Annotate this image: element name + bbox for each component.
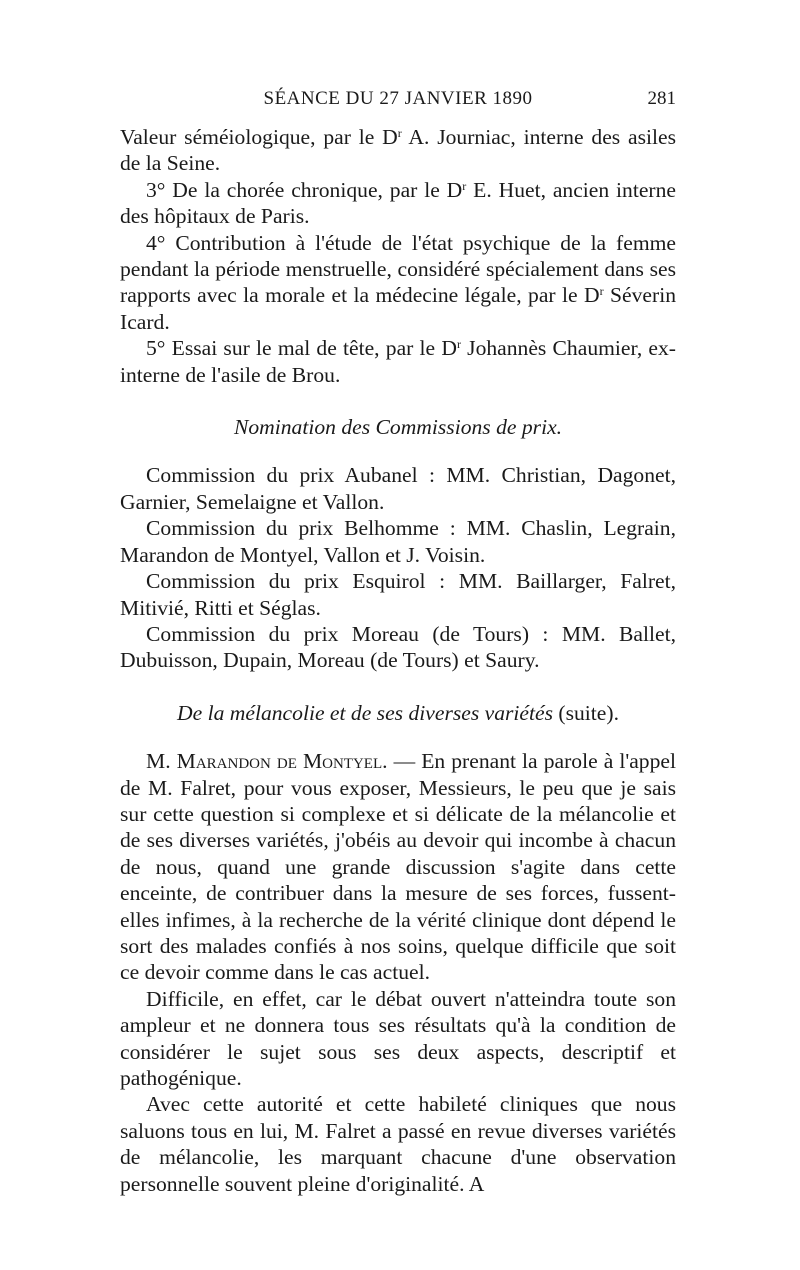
paragraph-text: 3° De la chorée chronique, par le D [146, 177, 463, 202]
superscript: r [599, 284, 604, 299]
paragraph-text: Johannès Chaumier, ex-interne de l'asile de Brou. [120, 336, 676, 387]
section-heading: Nomination des Commissions de prix. [233, 415, 563, 440]
superscript: r [462, 178, 467, 193]
paragraph-text: 4° Contribution à l'étude de l'état psychique de la femme pendant la période menstruelle, considéré spécialement dans ses rapports avec la morale et la médecine légale, par le D [120, 230, 676, 308]
body-text [120, 124, 676, 1197]
discussion-paragraph [120, 748, 676, 986]
paragraph [120, 335, 676, 388]
paragraph-text: — En prenant la parole à l'appel de M. Falret, pour vous exposer, Messieurs, le peu que je sais sur cette question si complexe et si délicate de la mélancolie et de ses diverses variétés, j'obéis au devoir qui incombe à chacun de nous, quand une grande discussion s'agite dans cette enceinte, de contribuer dans la mesure de ses forces, fussent-elles infimes, à la recherche de la vérité clinique dont dépend le sort des malades confiés à nos soins, quelque difficile que soit ce devoir comme dans le cas actuel. [120, 749, 676, 985]
paragraph [120, 230, 676, 336]
commission-paragraph: Commission du prix Moreau (de Tours) : MM. Ballet, Dubuisson, Dupain, Moreau (de Tours) et Saury. [120, 621, 676, 673]
superscript: r [397, 126, 402, 140]
superscript: r [456, 337, 461, 352]
paragraph-text: E. Huet, ancien interne des hôpitaux de Paris. [120, 177, 676, 229]
commission-paragraph: Commission du prix Belhomme : MM. Chaslin, Legrain, Marandon de Montyel, Vallon et J. Voisin. [120, 516, 676, 567]
paragraph-text: Séverin Icard. [120, 283, 676, 334]
section-heading-italic: De la mélancolie et de ses diverses variétés [177, 700, 553, 725]
commission-paragraph: Commission du prix Aubanel : MM. Christian, Dagonet, Garnier, Semelaigne et Vallon. [120, 463, 676, 514]
commission-paragraph: Commission du prix Esquirol : MM. Baillarger, Falret, Mitivié, Ritti et Séglas. [120, 569, 676, 620]
section-heading [120, 700, 676, 726]
page-number: 281 [647, 88, 676, 109]
section-heading-suffix: (suite). [553, 700, 619, 725]
paragraph [120, 124, 676, 177]
speaker-name: M. Marandon de Montyel. [146, 749, 388, 774]
paragraph-text: Valeur séméiologique, par le D [120, 125, 398, 149]
paragraph-text: A. Journiac, interne des asiles de la Seine. [120, 125, 676, 176]
discussion-paragraph: Difficile, en effet, car le débat ouvert n'atteindra toute son ampleur et ne donnera tous ses résultats qu'à la condition de considérer le sujet sous ses deux aspects, descriptif et pathogénique. [120, 986, 676, 1090]
paragraph [120, 177, 676, 230]
paragraph-text: 5° Essai sur le mal de tête, par le D [146, 336, 457, 361]
discussion-paragraph: Avec cette autorité et cette habileté cliniques que nous saluons tous en lui, M. Falret a passé en revue diverses variétés de mélancolie, les marquant chacune d'une observation personnelle souvent pleine d'originalité. A [120, 1092, 676, 1196]
header-title: SÉANCE DU 27 JANVIER 1890 [263, 88, 533, 109]
running-header [120, 88, 676, 118]
